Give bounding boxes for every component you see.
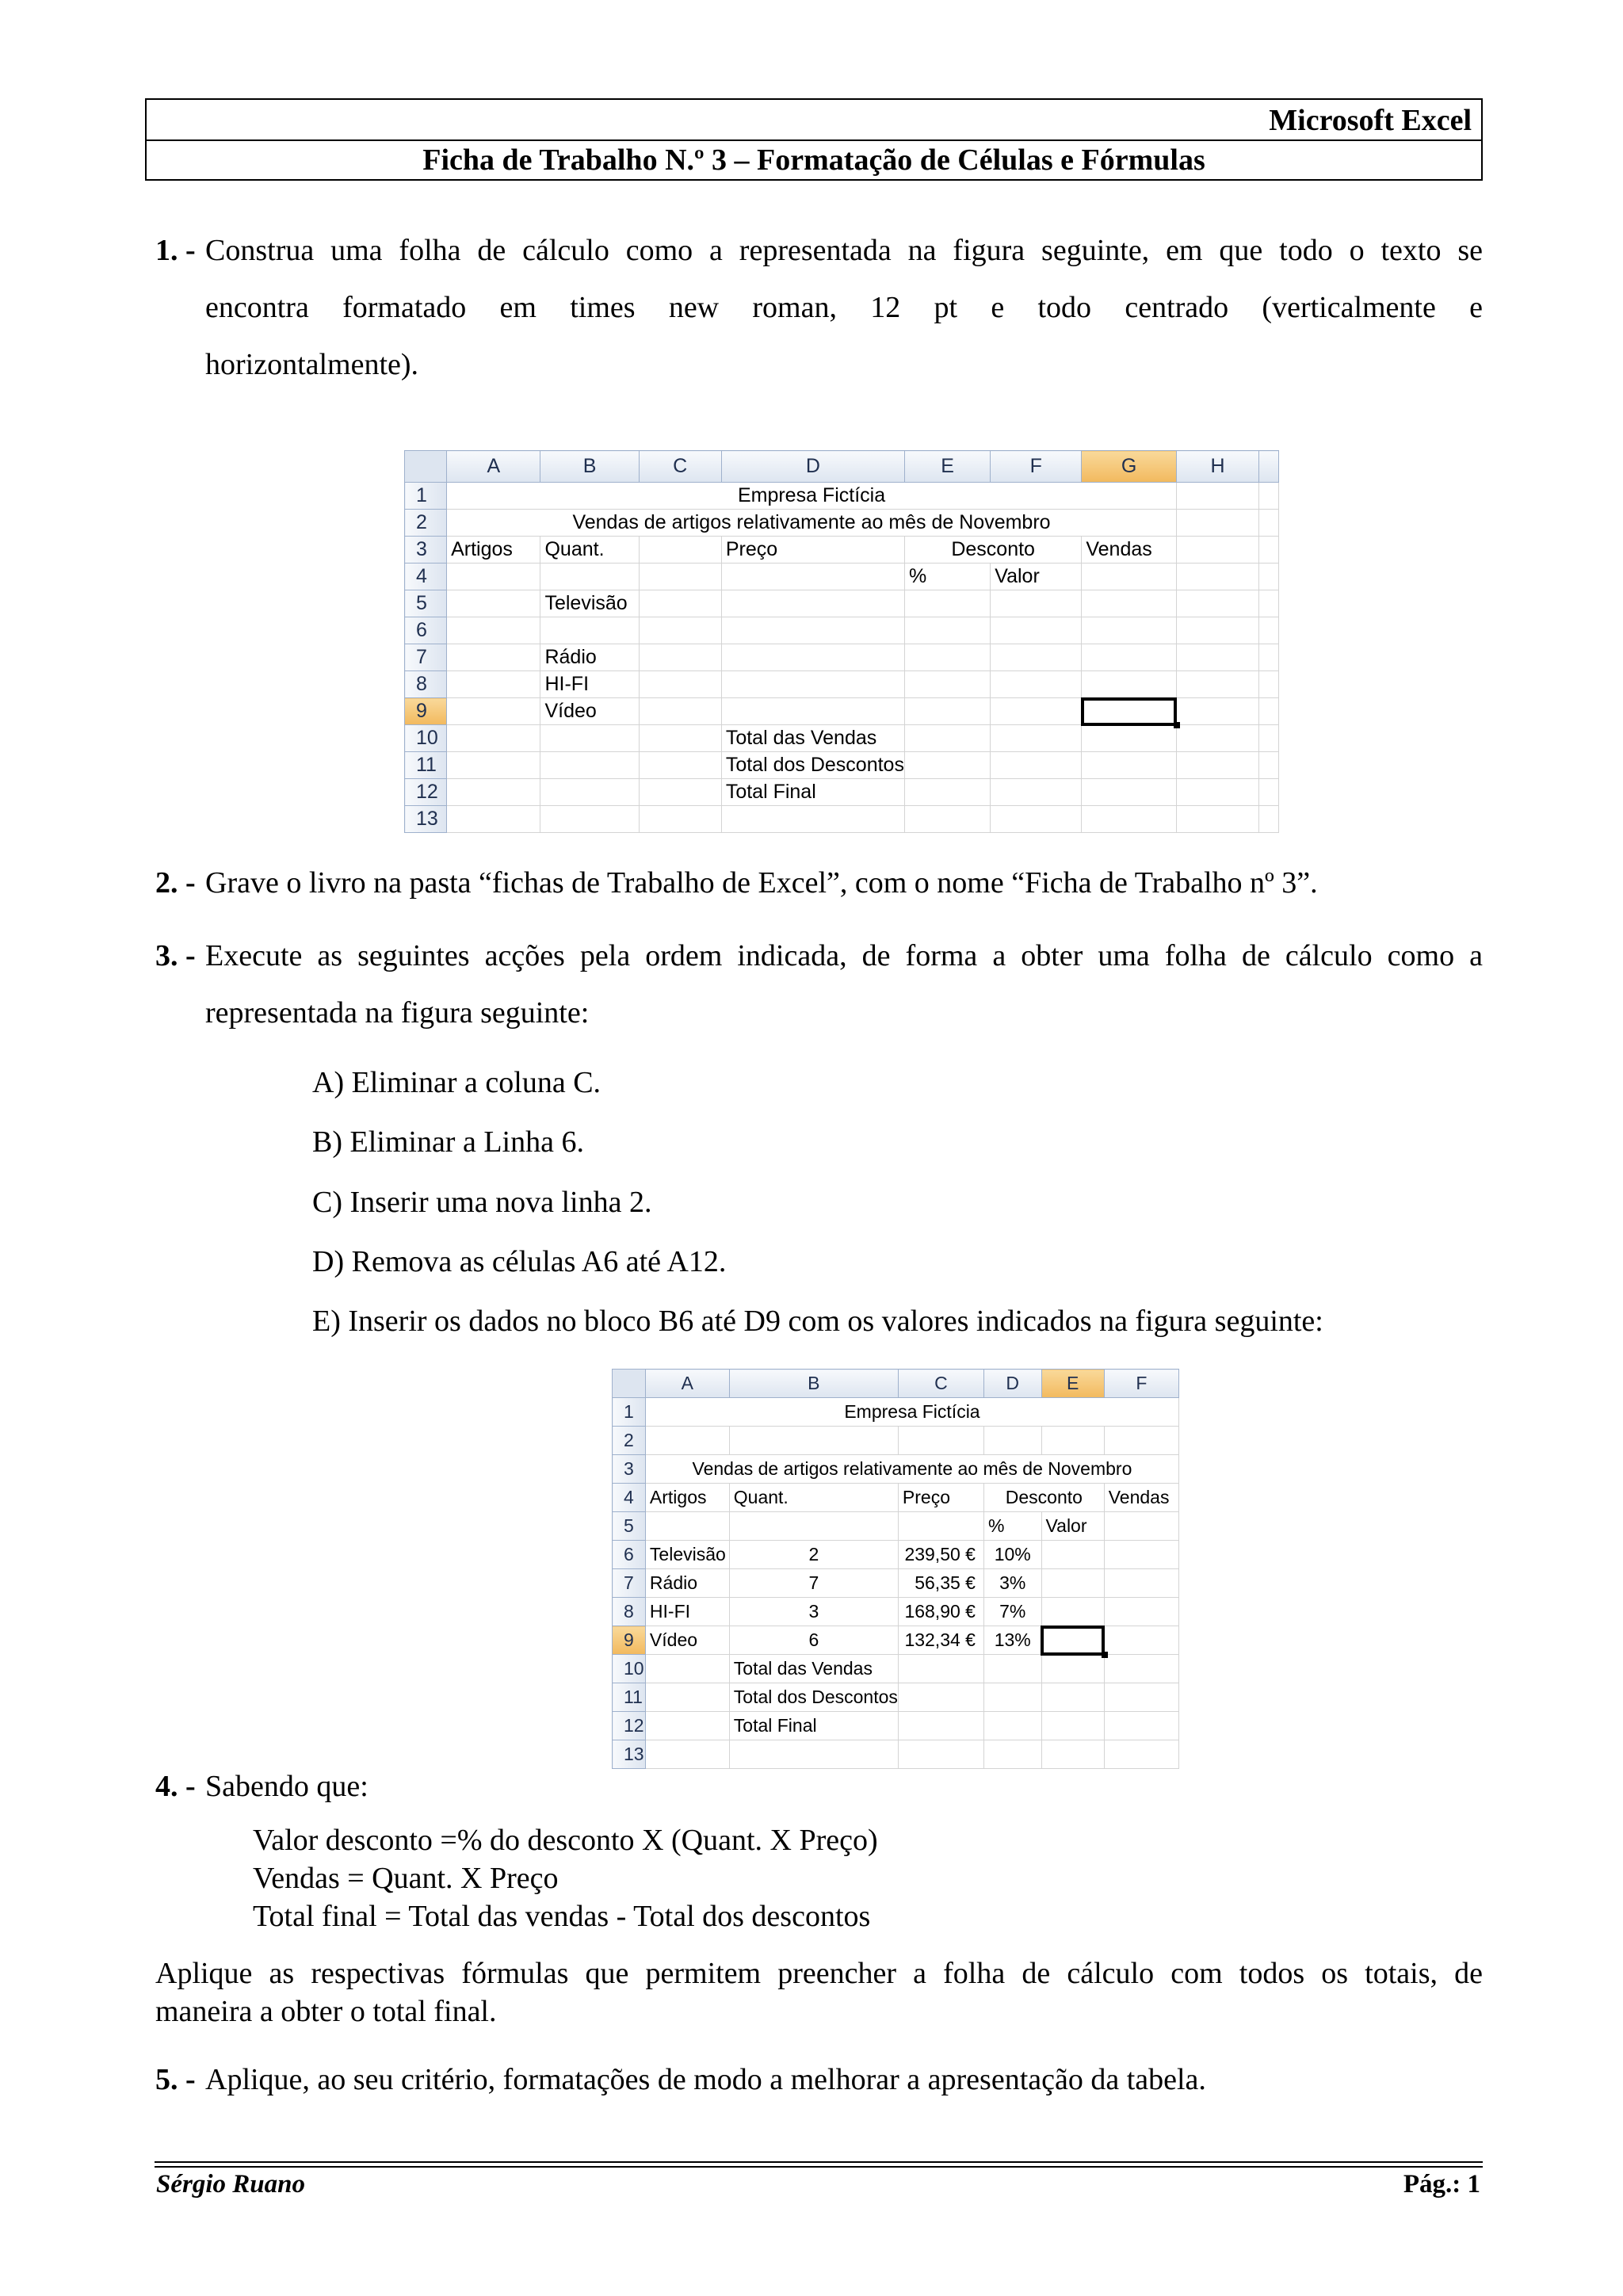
cell-total: Total das Vendas	[729, 1655, 898, 1683]
row-header: 13	[405, 806, 447, 833]
cell-quant-value: 6	[729, 1626, 898, 1655]
row-header: 12	[613, 1712, 646, 1740]
row-header: 10	[405, 725, 447, 752]
cell-pct: %	[983, 1512, 1041, 1541]
q2-number: 2. -	[155, 866, 196, 900]
cell-quant-value: 7	[729, 1569, 898, 1598]
q2-text: Grave o livro na pasta “fichas de Trabalho de Excel”, com o nome “Ficha de Trabalho nº 3”.	[205, 866, 1318, 900]
footer-author: Sérgio Ruano	[156, 2170, 305, 2199]
col-header: E	[904, 451, 990, 483]
q3-line1: Execute as seguintes acções pela ordem indicada, de forma a obter uma folha de cálculo como a	[205, 939, 1483, 972]
title-cell: Empresa Fictícia	[447, 483, 1177, 510]
col-header: F	[991, 451, 1082, 483]
row-header-selected: 9	[613, 1626, 646, 1655]
cell-preco-value: 168,90 €	[898, 1598, 983, 1626]
col-header: C	[898, 1370, 983, 1398]
q1-line3: horizontalmente).	[205, 348, 419, 381]
cell-artigo: Rádio	[645, 1569, 729, 1598]
cell-artigos: Artigos	[645, 1484, 729, 1512]
cell-pct-value: 3%	[983, 1569, 1041, 1598]
row-header: 2	[613, 1427, 646, 1455]
spreadsheet-grid-2	[612, 1369, 1179, 1769]
q5-text: Aplique, ao seu critério, formatações de modo a melhorar a apresentação da tabela.	[205, 2063, 1206, 2096]
q1-line1: Construa uma folha de cálculo como a representada na figura seguinte, em que todo o texto se	[205, 234, 1483, 267]
cell-valor: Valor	[991, 563, 1082, 590]
row-header-selected: 9	[405, 698, 447, 725]
q3-step-b: B) Eliminar a Linha 6.	[312, 1125, 584, 1159]
col-header: A	[645, 1370, 729, 1398]
row-header: 6	[613, 1541, 646, 1569]
row-header: 11	[405, 752, 447, 779]
col-header: H	[1176, 451, 1258, 483]
row-header: 6	[405, 617, 447, 644]
row-header: 1	[405, 483, 447, 510]
cell-quant-value: 3	[729, 1598, 898, 1626]
corner-cell	[613, 1370, 646, 1398]
q3-step-d: D) Remova as células A6 até A12.	[312, 1245, 727, 1278]
row-header: 3	[405, 537, 447, 563]
cell-artigo: HI-FI	[645, 1598, 729, 1626]
cell-total: Total dos Descontos	[721, 752, 904, 779]
cell-vendas: Vendas	[1082, 537, 1177, 563]
col-header: D	[983, 1370, 1041, 1398]
cell-item: Rádio	[540, 644, 639, 671]
cell-desconto: Desconto	[983, 1484, 1104, 1512]
row-header: 4	[405, 563, 447, 590]
q3-step-e: E) Inserir os dados no bloco B6 até D9 com os valores indicados na figura seguinte:	[312, 1305, 1323, 1338]
row-header: 8	[613, 1598, 646, 1626]
cell-vendas: Vendas	[1104, 1484, 1178, 1512]
cell-desconto: Desconto	[904, 537, 1081, 563]
q4-intro: Sabendo que:	[205, 1770, 369, 1803]
q4-number: 4. -	[155, 1770, 196, 1803]
q5-number: 5. -	[155, 2063, 196, 2096]
q3-step-a: A) Eliminar a coluna C.	[312, 1066, 601, 1099]
cell-preco: Preço	[898, 1484, 983, 1512]
subtitle-cell: Vendas de artigos relativamente ao mês de Novembro	[645, 1455, 1178, 1484]
q4-line1: Aplique as respectivas fórmulas que permitem preencher a folha de cálculo com todos os totais, de	[155, 1957, 1483, 1990]
q4-formula-2: Vendas = Quant. X Preço	[253, 1862, 559, 1895]
cell-total: Total Final	[729, 1712, 898, 1740]
cell-item: Televisão	[540, 590, 639, 617]
cell-total: Total Final	[721, 779, 904, 806]
cell-artigos: Artigos	[447, 537, 540, 563]
spreadsheet-grid-1	[404, 450, 1279, 833]
row-header: 12	[405, 779, 447, 806]
cell-quant-value: 2	[729, 1541, 898, 1569]
cell-pct: %	[904, 563, 990, 590]
spreadsheet-figure-2	[612, 1369, 1179, 1764]
cell-item: HI-FI	[540, 671, 639, 698]
selected-cell[interactable]	[1041, 1626, 1104, 1655]
q1-number: 1. -	[155, 234, 196, 267]
spreadsheet-figure-1	[404, 450, 1279, 830]
cell-artigo: Televisão	[645, 1541, 729, 1569]
row-header: 13	[613, 1740, 646, 1769]
row-header: 2	[405, 510, 447, 537]
col-header	[1259, 451, 1279, 483]
corner-cell	[405, 451, 447, 483]
selected-cell[interactable]	[1082, 698, 1177, 725]
cell-preco-value: 132,34 €	[898, 1626, 983, 1655]
row-header: 3	[613, 1455, 646, 1484]
q4-line2: maneira a obter o total final.	[155, 1995, 497, 2028]
footer-rule	[155, 2166, 1483, 2168]
col-header: B	[729, 1370, 898, 1398]
cell-preco: Preço	[721, 537, 904, 563]
header-top-row	[147, 100, 1481, 141]
cell-pct-value: 10%	[983, 1541, 1041, 1569]
cell-item: Vídeo	[540, 698, 639, 725]
footer-rule	[155, 2161, 1483, 2163]
row-header: 5	[613, 1512, 646, 1541]
cell-artigo: Vídeo	[645, 1626, 729, 1655]
cell-pct-value: 13%	[983, 1626, 1041, 1655]
title-cell: Empresa Fictícia	[645, 1398, 1178, 1427]
cell-total: Total dos Descontos	[729, 1683, 898, 1712]
q3-number: 3. -	[155, 939, 196, 972]
q4-formula-3: Total final = Total das vendas - Total dos descontos	[253, 1900, 871, 1933]
q4-formula-1: Valor desconto =% do desconto X (Quant. X Preço)	[253, 1824, 878, 1857]
col-header: B	[540, 451, 639, 483]
row-header: 7	[405, 644, 447, 671]
app-name: Microsoft Excel	[1269, 104, 1472, 137]
worksheet-title: Ficha de Trabalho N.º 3 – Formatação de Células e Fórmulas	[422, 143, 1205, 177]
col-header: F	[1104, 1370, 1178, 1398]
row-header: 1	[613, 1398, 646, 1427]
cell-valor: Valor	[1041, 1512, 1104, 1541]
q3-step-c: C) Inserir uma nova linha 2.	[312, 1186, 652, 1219]
row-header: 11	[613, 1683, 646, 1712]
row-header: 5	[405, 590, 447, 617]
col-header-selected: G	[1082, 451, 1177, 483]
row-header: 8	[405, 671, 447, 698]
cell-quant: Quant.	[540, 537, 639, 563]
cell-pct-value: 7%	[983, 1598, 1041, 1626]
row-header: 4	[613, 1484, 646, 1512]
row-header: 7	[613, 1569, 646, 1598]
cell-total: Total das Vendas	[721, 725, 904, 752]
col-header: A	[447, 451, 540, 483]
col-header: C	[639, 451, 721, 483]
col-header-selected: E	[1041, 1370, 1104, 1398]
row-header: 10	[613, 1655, 646, 1683]
q3-line2: representada na figura seguinte:	[205, 996, 590, 1030]
page-number: Pág.: 1	[1403, 2170, 1480, 2199]
cell-quant: Quant.	[729, 1484, 898, 1512]
document-header	[145, 98, 1483, 181]
col-header: D	[721, 451, 904, 483]
cell-preco-value: 56,35 €	[898, 1569, 983, 1598]
q1-line2: encontra formatado em times new roman, 12 pt e todo centrado (verticalmente e	[205, 291, 1483, 324]
subtitle-cell: Vendas de artigos relativamente ao mês de Novembro	[447, 510, 1177, 537]
cell-preco-value: 239,50 €	[898, 1541, 983, 1569]
